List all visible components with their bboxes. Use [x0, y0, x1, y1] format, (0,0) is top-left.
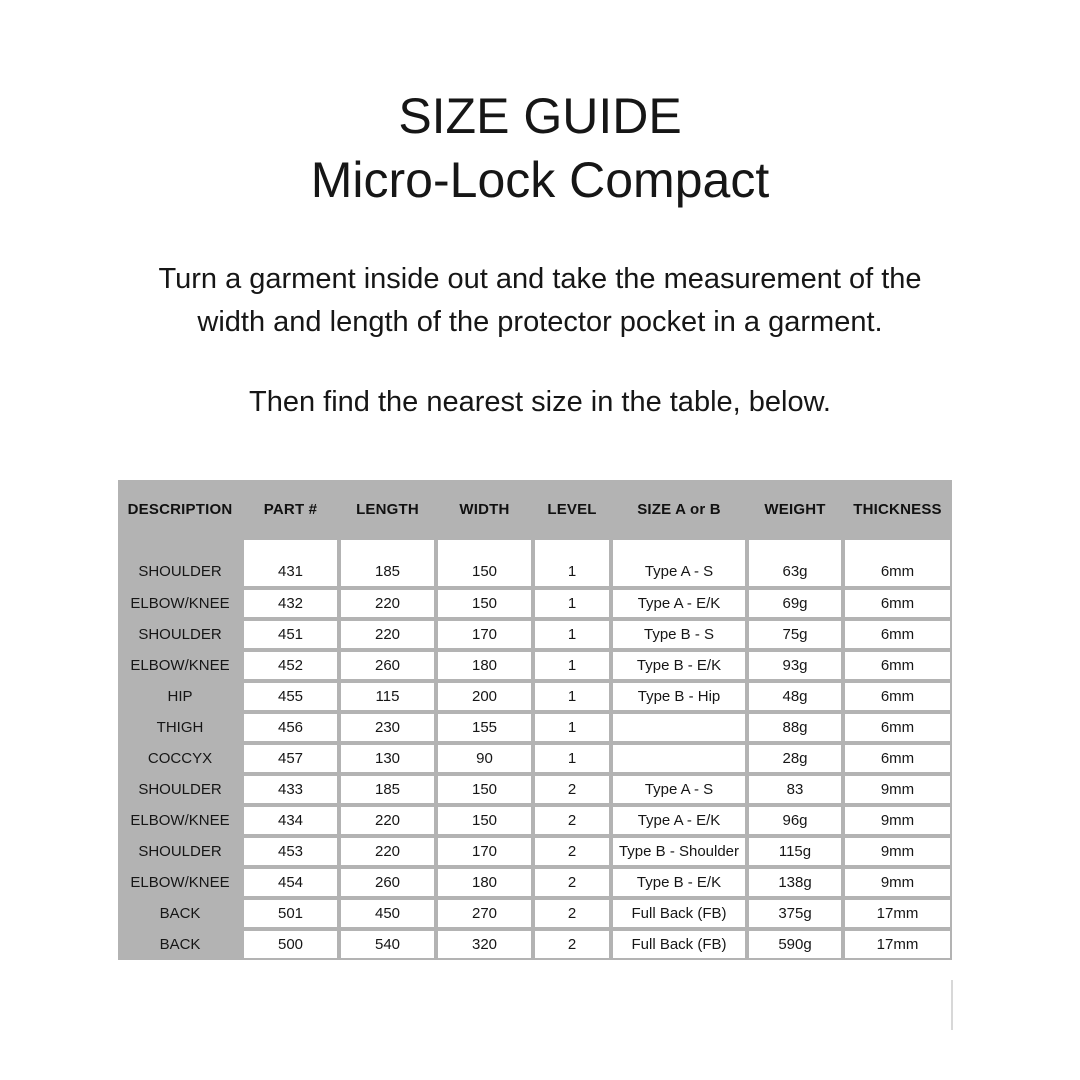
cell-value: 130	[341, 745, 434, 772]
cell-width	[436, 898, 533, 929]
cell-width	[436, 867, 533, 898]
cell-description	[118, 538, 242, 588]
cell-value	[613, 714, 745, 741]
page-edge-divider-line	[951, 980, 953, 1030]
cell-value: 6mm	[845, 714, 950, 741]
cell-weight	[747, 712, 843, 743]
cell-level	[533, 898, 611, 929]
cell-value: 1	[535, 590, 609, 617]
cell-description	[118, 867, 242, 898]
cell-part	[242, 538, 339, 588]
cell-value: 230	[341, 714, 434, 741]
cell-weight	[747, 588, 843, 619]
cell-value: 220	[341, 590, 434, 617]
cell-value: 138g	[749, 869, 841, 896]
cell-value: Type B - E/K	[613, 652, 745, 679]
cell-description	[118, 681, 242, 712]
table-row	[118, 898, 952, 929]
cell-value: 320	[438, 931, 531, 958]
cell-part	[242, 681, 339, 712]
cell-value: 6mm	[845, 590, 950, 617]
cell-size-a-or-b	[611, 867, 747, 898]
cell-value: Type A - S	[613, 776, 745, 803]
page-title	[0, 84, 1080, 212]
cell-length	[339, 929, 436, 960]
cell-length	[339, 619, 436, 650]
table-row	[118, 743, 952, 774]
cell-value: ELBOW/KNEE	[130, 812, 230, 829]
cell-size-a-or-b	[611, 588, 747, 619]
cell-weight	[747, 743, 843, 774]
cell-value: 220	[341, 807, 434, 834]
cell-weight	[747, 836, 843, 867]
cell-part	[242, 867, 339, 898]
cell-value: 451	[244, 621, 337, 648]
cell-value: 93g	[749, 652, 841, 679]
cell-value: 1	[535, 652, 609, 679]
cell-part	[242, 743, 339, 774]
table-body	[118, 538, 952, 960]
cell-value: 150	[438, 776, 531, 803]
cell-length	[339, 867, 436, 898]
cell-value: 115	[341, 683, 434, 710]
cell-value: BACK	[159, 936, 201, 953]
cell-value: 200	[438, 683, 531, 710]
cell-value: BACK	[159, 905, 201, 922]
cell-value: 180	[438, 869, 531, 896]
cell-size-a-or-b	[611, 805, 747, 836]
cell-value: 540	[341, 931, 434, 958]
cell-value: 500	[244, 931, 337, 958]
cell-value: 185	[341, 540, 434, 586]
cell-value: 432	[244, 590, 337, 617]
cell-value: 1	[535, 683, 609, 710]
cell-weight	[747, 538, 843, 588]
cell-level	[533, 867, 611, 898]
cell-value: 1	[535, 540, 609, 586]
cell-value: 9mm	[845, 776, 950, 803]
cell-part	[242, 774, 339, 805]
cell-thickness	[843, 681, 952, 712]
cell-length	[339, 681, 436, 712]
cell-value: Type A - E/K	[613, 590, 745, 617]
cell-description	[118, 898, 242, 929]
cell-length	[339, 743, 436, 774]
cell-value: 2	[535, 869, 609, 896]
cell-thickness	[843, 898, 952, 929]
cell-value: 220	[341, 838, 434, 865]
cell-value: Type A - S	[613, 540, 745, 586]
cell-description	[118, 774, 242, 805]
cell-width	[436, 538, 533, 588]
page-title-line1: SIZE GUIDE	[398, 88, 682, 144]
cell-value: 6mm	[845, 540, 950, 586]
cell-thickness	[843, 538, 952, 588]
cell-value	[613, 745, 745, 772]
cell-value: 2	[535, 838, 609, 865]
cell-description	[118, 836, 242, 867]
table-row	[118, 712, 952, 743]
table-row	[118, 836, 952, 867]
cell-size-a-or-b	[611, 650, 747, 681]
cell-value: 90	[438, 745, 531, 772]
cell-value: 150	[438, 590, 531, 617]
cell-value: 260	[341, 652, 434, 679]
cell-value: 9mm	[845, 869, 950, 896]
cell-part	[242, 588, 339, 619]
cell-value: Full Back (FB)	[613, 931, 745, 958]
cell-value: 375g	[749, 900, 841, 927]
cell-thickness	[843, 588, 952, 619]
cell-thickness	[843, 929, 952, 960]
cell-value: 434	[244, 807, 337, 834]
cell-value: 1	[535, 714, 609, 741]
cell-thickness	[843, 712, 952, 743]
cell-size-a-or-b	[611, 929, 747, 960]
cell-value: 115g	[749, 838, 841, 865]
cell-thickness	[843, 650, 952, 681]
column-header-weight: WEIGHT	[764, 500, 826, 518]
cell-part	[242, 650, 339, 681]
cell-value: 150	[438, 540, 531, 586]
cell-part	[242, 805, 339, 836]
cell-value: Type A - E/K	[613, 807, 745, 834]
cell-width	[436, 774, 533, 805]
cell-part	[242, 619, 339, 650]
cell-value: Full Back (FB)	[613, 900, 745, 927]
cell-size-a-or-b	[611, 836, 747, 867]
cell-level	[533, 836, 611, 867]
cell-description	[118, 929, 242, 960]
cell-description	[118, 743, 242, 774]
cell-level	[533, 538, 611, 588]
cell-width	[436, 619, 533, 650]
size-guide-table	[118, 480, 952, 960]
cell-weight	[747, 619, 843, 650]
column-header-length: LENGTH	[356, 500, 419, 518]
column-header-width: WIDTH	[459, 500, 510, 518]
cell-width	[436, 743, 533, 774]
table-row	[118, 538, 952, 588]
cell-value: ELBOW/KNEE	[130, 874, 230, 891]
cell-width	[436, 929, 533, 960]
cell-length	[339, 538, 436, 588]
cell-thickness	[843, 743, 952, 774]
cell-description	[118, 650, 242, 681]
cell-value: 69g	[749, 590, 841, 617]
cell-level	[533, 650, 611, 681]
cell-thickness	[843, 774, 952, 805]
cell-value: 433	[244, 776, 337, 803]
cell-value: COCCYX	[147, 750, 213, 767]
cell-value: 170	[438, 838, 531, 865]
instruction-paragraph-1	[0, 258, 1080, 344]
cell-value: 28g	[749, 745, 841, 772]
cell-thickness	[843, 867, 952, 898]
cell-weight	[747, 898, 843, 929]
cell-value: 1	[535, 621, 609, 648]
cell-weight	[747, 774, 843, 805]
table-row	[118, 867, 952, 898]
cell-weight	[747, 681, 843, 712]
cell-part	[242, 929, 339, 960]
cell-part	[242, 898, 339, 929]
cell-value: SHOULDER	[138, 626, 222, 643]
cell-value: 170	[438, 621, 531, 648]
cell-value: 590g	[749, 931, 841, 958]
cell-value: 431	[244, 540, 337, 586]
table-row	[118, 650, 952, 681]
cell-weight	[747, 805, 843, 836]
cell-level	[533, 619, 611, 650]
cell-value: 450	[341, 900, 434, 927]
cell-size-a-or-b	[611, 743, 747, 774]
table-row	[118, 929, 952, 960]
column-header-description: DESCRIPTION	[127, 500, 233, 518]
cell-value: 452	[244, 652, 337, 679]
cell-value: 454	[244, 869, 337, 896]
cell-value: 48g	[749, 683, 841, 710]
cell-length	[339, 805, 436, 836]
table-row	[118, 805, 952, 836]
cell-value: Type B - S	[613, 621, 745, 648]
cell-level	[533, 712, 611, 743]
cell-width	[436, 712, 533, 743]
cell-part	[242, 712, 339, 743]
cell-value: 9mm	[845, 838, 950, 865]
cell-value: 155	[438, 714, 531, 741]
cell-value: Type B - E/K	[613, 869, 745, 896]
cell-level	[533, 588, 611, 619]
cell-value: 6mm	[845, 621, 950, 648]
table-row	[118, 774, 952, 805]
cell-value: 17mm	[845, 931, 950, 958]
cell-width	[436, 650, 533, 681]
cell-value: 96g	[749, 807, 841, 834]
cell-size-a-or-b	[611, 712, 747, 743]
cell-description	[118, 588, 242, 619]
cell-value: SHOULDER	[138, 781, 222, 798]
page-title-line2: Micro-Lock Compact	[310, 152, 770, 208]
cell-width	[436, 836, 533, 867]
cell-value: 75g	[749, 621, 841, 648]
cell-size-a-or-b	[611, 898, 747, 929]
cell-value: 9mm	[845, 807, 950, 834]
cell-description	[118, 805, 242, 836]
cell-value: 63g	[749, 540, 841, 586]
cell-level	[533, 774, 611, 805]
cell-weight	[747, 867, 843, 898]
cell-width	[436, 588, 533, 619]
cell-value: 185	[341, 776, 434, 803]
cell-value: SHOULDER	[138, 563, 222, 580]
cell-value: 88g	[749, 714, 841, 741]
cell-value: HIP	[167, 688, 193, 705]
table-header-row	[118, 480, 952, 538]
cell-width	[436, 805, 533, 836]
cell-value: 2	[535, 931, 609, 958]
cell-description	[118, 712, 242, 743]
instruction-paragraph-1-line2: width and length of the protector pocket in a garment.	[197, 306, 883, 338]
cell-value: ELBOW/KNEE	[130, 595, 230, 612]
cell-value: THIGH	[156, 719, 204, 736]
cell-length	[339, 836, 436, 867]
table-row	[118, 588, 952, 619]
instruction-paragraph-1-line1: Turn a garment inside out and take the measurement of the	[158, 263, 922, 295]
cell-value: 150	[438, 807, 531, 834]
table-row	[118, 619, 952, 650]
table-row	[118, 681, 952, 712]
cell-value: Type B - Shoulder	[613, 838, 745, 865]
cell-value: SHOULDER	[138, 843, 222, 860]
cell-size-a-or-b	[611, 619, 747, 650]
cell-thickness	[843, 836, 952, 867]
cell-value: 457	[244, 745, 337, 772]
cell-size-a-or-b	[611, 681, 747, 712]
cell-width	[436, 681, 533, 712]
cell-value: 453	[244, 838, 337, 865]
cell-level	[533, 805, 611, 836]
cell-value: 180	[438, 652, 531, 679]
cell-size-a-or-b	[611, 774, 747, 805]
instruction-paragraph-2: Then find the nearest size in the table, below.	[249, 386, 831, 418]
cell-length	[339, 774, 436, 805]
cell-value: 270	[438, 900, 531, 927]
cell-weight	[747, 650, 843, 681]
cell-value: 6mm	[845, 683, 950, 710]
column-header-level: LEVEL	[547, 500, 597, 518]
cell-value: 2	[535, 807, 609, 834]
cell-value: Type B - Hip	[613, 683, 745, 710]
cell-level	[533, 743, 611, 774]
cell-thickness	[843, 805, 952, 836]
cell-level	[533, 681, 611, 712]
cell-value: 6mm	[845, 745, 950, 772]
cell-part	[242, 836, 339, 867]
cell-value: 17mm	[845, 900, 950, 927]
cell-weight	[747, 929, 843, 960]
cell-length	[339, 712, 436, 743]
cell-value: 455	[244, 683, 337, 710]
column-header-thickness: THICKNESS	[853, 500, 942, 518]
cell-value: ELBOW/KNEE	[130, 657, 230, 674]
cell-length	[339, 588, 436, 619]
cell-size-a-or-b	[611, 538, 747, 588]
cell-length	[339, 898, 436, 929]
cell-description	[118, 619, 242, 650]
cell-value: 456	[244, 714, 337, 741]
column-header-part: PART #	[263, 500, 318, 518]
column-header-size-a-or-b: SIZE A or B	[637, 500, 721, 518]
cell-value: 1	[535, 745, 609, 772]
cell-value: 6mm	[845, 652, 950, 679]
cell-value: 501	[244, 900, 337, 927]
cell-thickness	[843, 619, 952, 650]
cell-value: 220	[341, 621, 434, 648]
cell-value: 2	[535, 776, 609, 803]
cell-length	[339, 650, 436, 681]
cell-value: 83	[749, 776, 841, 803]
cell-value: 2	[535, 900, 609, 927]
cell-value: 260	[341, 869, 434, 896]
cell-level	[533, 929, 611, 960]
